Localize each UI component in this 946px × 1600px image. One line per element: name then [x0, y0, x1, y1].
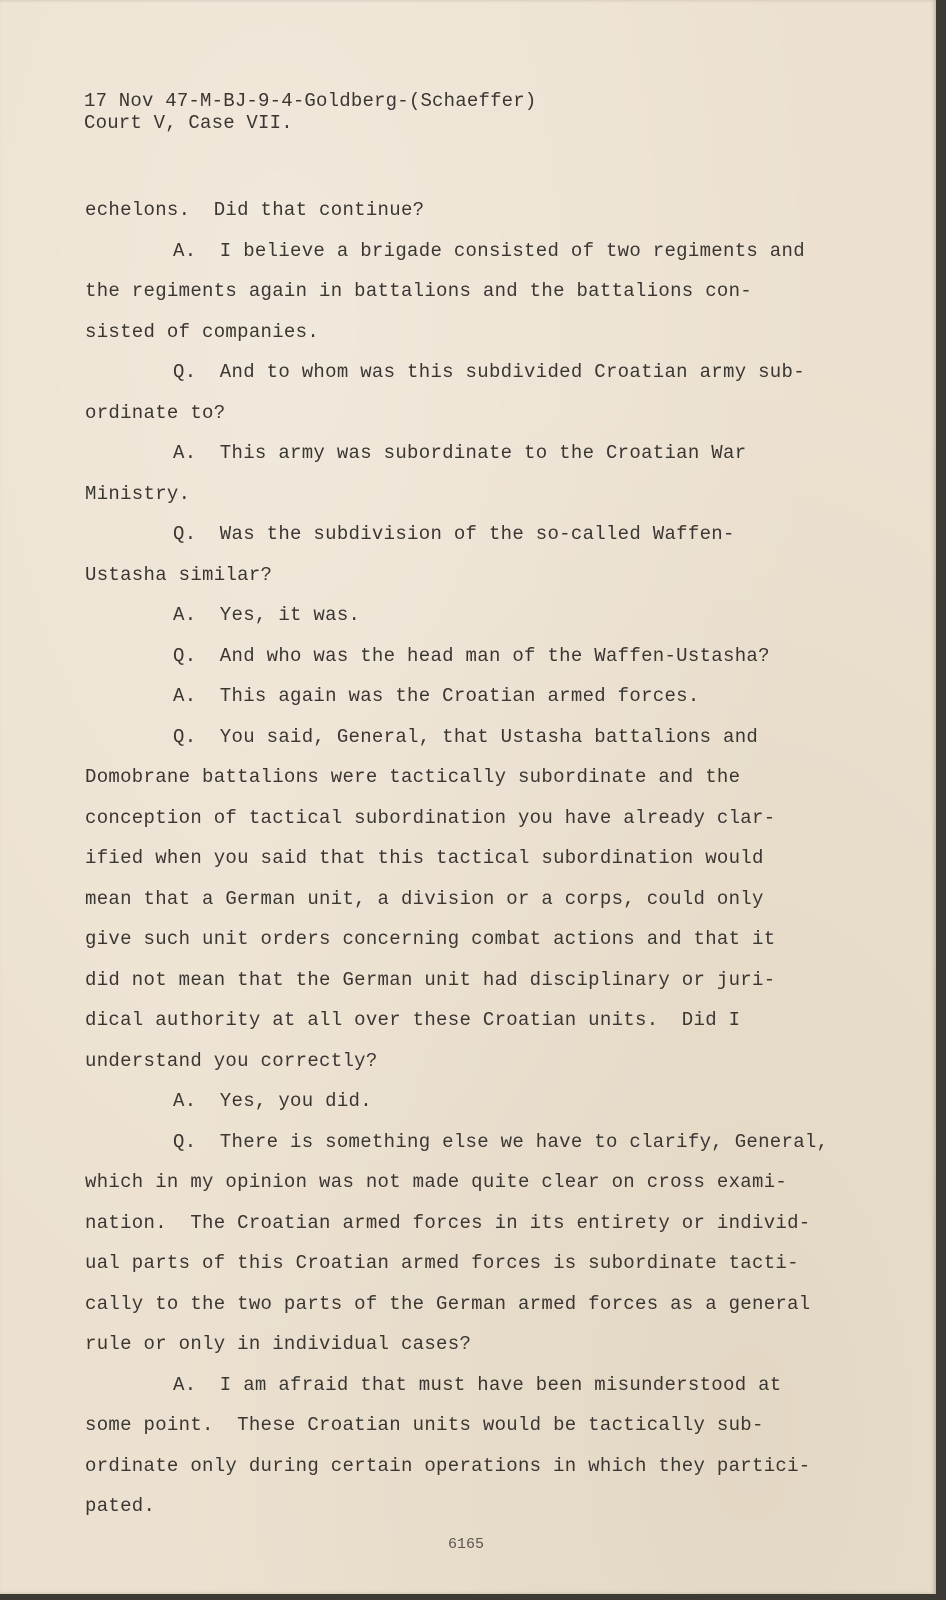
text-line: did not mean that the German unit had disciplinary or juri- [85, 968, 776, 991]
text-line: some point. These Croatian units would be tactically sub- [85, 1414, 764, 1436]
page-number: 6165 [448, 1536, 485, 1553]
text-line: nation. The Croatian armed forces in its entirety or individ- [85, 1211, 811, 1234]
text-line: Q. There is something else we have to clarify, General, [173, 1130, 829, 1153]
header-line-2: Court V, Case VII. [84, 112, 293, 134]
text-line: ified when you said that this tactical subordination would [85, 847, 764, 869]
text-line: A. This army was subordinate to the Croatian War [173, 442, 747, 464]
text-line: A. Yes, you did. [173, 1090, 372, 1112]
transcript-header [84, 90, 536, 134]
text-line: ual parts of this Croatian armed forces is subordinate tacti- [85, 1252, 799, 1274]
text-line: mean that a German unit, a division or a corps, could only [85, 887, 764, 910]
text-line: pated. [85, 1495, 156, 1517]
text-line: give such unit orders concerning combat actions and that it [85, 928, 776, 950]
text-line: sisted of companies. [85, 320, 320, 343]
header-line-1: 17 Nov 47-M-BJ-9-4-Goldberg-(Schaeffer) [84, 90, 537, 112]
text-line: Ustasha similar? [85, 563, 273, 586]
text-line: Q. You said, General, that Ustasha battalions and [173, 725, 759, 748]
text-line: Domobrane battalions were tactically subordinate and the [85, 766, 741, 788]
text-line: ordinate only during certain operations in which they partici- [85, 1454, 811, 1477]
text-line: A. I am afraid that must have been misunderstood at [173, 1373, 782, 1396]
text-line: Ministry. [85, 482, 191, 505]
text-line: cally to the two parts of the German armed forces as a general [85, 1292, 811, 1315]
text-line: Q. Was the subdivision of the so-called Waffen- [173, 523, 735, 545]
text-line: ordinate to? [85, 401, 226, 424]
text-line: Q. And to whom was this subdivided Croatian army sub- [173, 361, 805, 383]
text-line: understand you correctly? [85, 1049, 378, 1072]
text-line: which in my opinion was not made quite clear on cross exami- [85, 1171, 788, 1193]
text-line: rule or only in individual cases? [85, 1333, 472, 1355]
text-line: A. I believe a brigade consisted of two regiments and [173, 239, 805, 262]
text-line: the regiments again in battalions and the battalions con- [85, 280, 753, 302]
text-line: dical authority at all over these Croatian units. Did I [85, 1009, 741, 1031]
text-line: echelons. Did that continue? [85, 199, 425, 221]
transcript-body [85, 190, 885, 1527]
text-line: A. This again was the Croatian armed forces. [173, 685, 700, 707]
text-line: conception of tactical subordination you have already clar- [85, 806, 776, 829]
text-line: Q. And who was the head man of the Waffen-Ustasha? [173, 644, 770, 667]
text-line: A. Yes, it was. [173, 604, 361, 626]
